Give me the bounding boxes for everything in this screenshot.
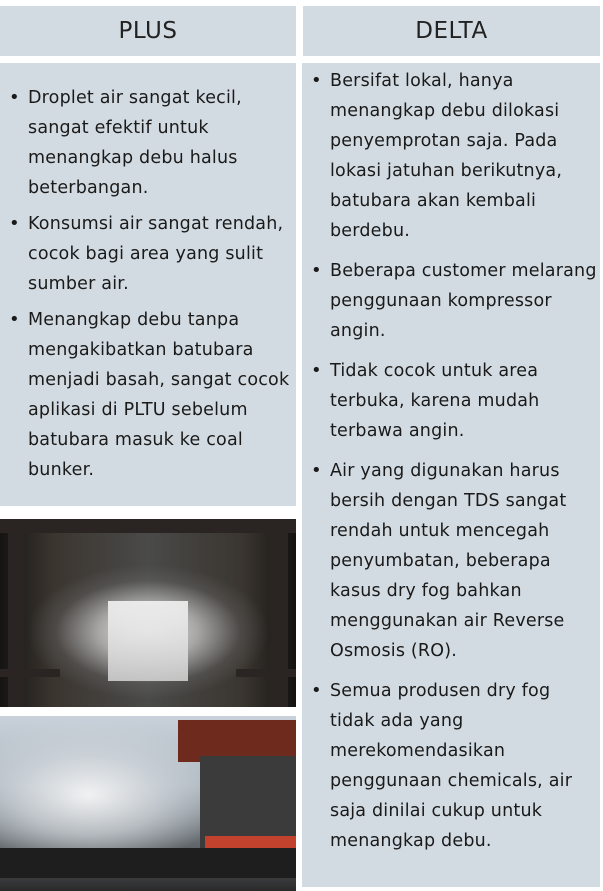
delta-header: DELTA	[303, 6, 600, 56]
conveyor-fog-photo	[0, 716, 296, 891]
dry-fog-tunnel-photo	[0, 519, 296, 707]
delta-item: • Air yang digunakan harus bersih dengan TDS sangat rendah untuk mencegah penyumbatan, beberapa kasus dry fog bahkan menggunakan air Reverse Osmosis (RO).	[308, 456, 598, 666]
plus-column	[0, 63, 296, 506]
conveyor-belt	[0, 848, 296, 878]
plus-item: • Menangkap debu tanpa mengakibatkan batubara menjadi basah, sangat cocok aplikasi di PLTU sebelum batubara masuk ke coal bunker.	[6, 305, 292, 485]
plus-list	[6, 83, 292, 485]
delta-item: • Beberapa customer melarang penggunaan kompressor angin.	[308, 256, 598, 346]
plus-item: • Konsumsi air sangat rendah, cocok bagi area yang sulit sumber air.	[6, 209, 292, 299]
plus-header: PLUS	[0, 6, 296, 56]
delta-list	[308, 66, 598, 856]
plus-item: • Droplet air sangat kecil, sangat efektif untuk menangkap debu halus beterbangan.	[6, 83, 292, 203]
delta-item: • Semua produsen dry fog tidak ada yang merekomendasikan penggunaan chemicals, air saja dinilai cukup untuk menangkap debu.	[308, 676, 598, 856]
delta-column	[302, 63, 600, 887]
tunnel-opening	[108, 601, 188, 681]
delta-item: • Bersifat lokal, hanya menangkap debu dilokasi penyemprotan saja. Pada lokasi jatuhan berikutnya, batubara akan kembali berdebu.	[308, 66, 598, 246]
delta-item: • Tidak cocok untuk area terbuka, karena mudah terbawa angin.	[308, 356, 598, 446]
